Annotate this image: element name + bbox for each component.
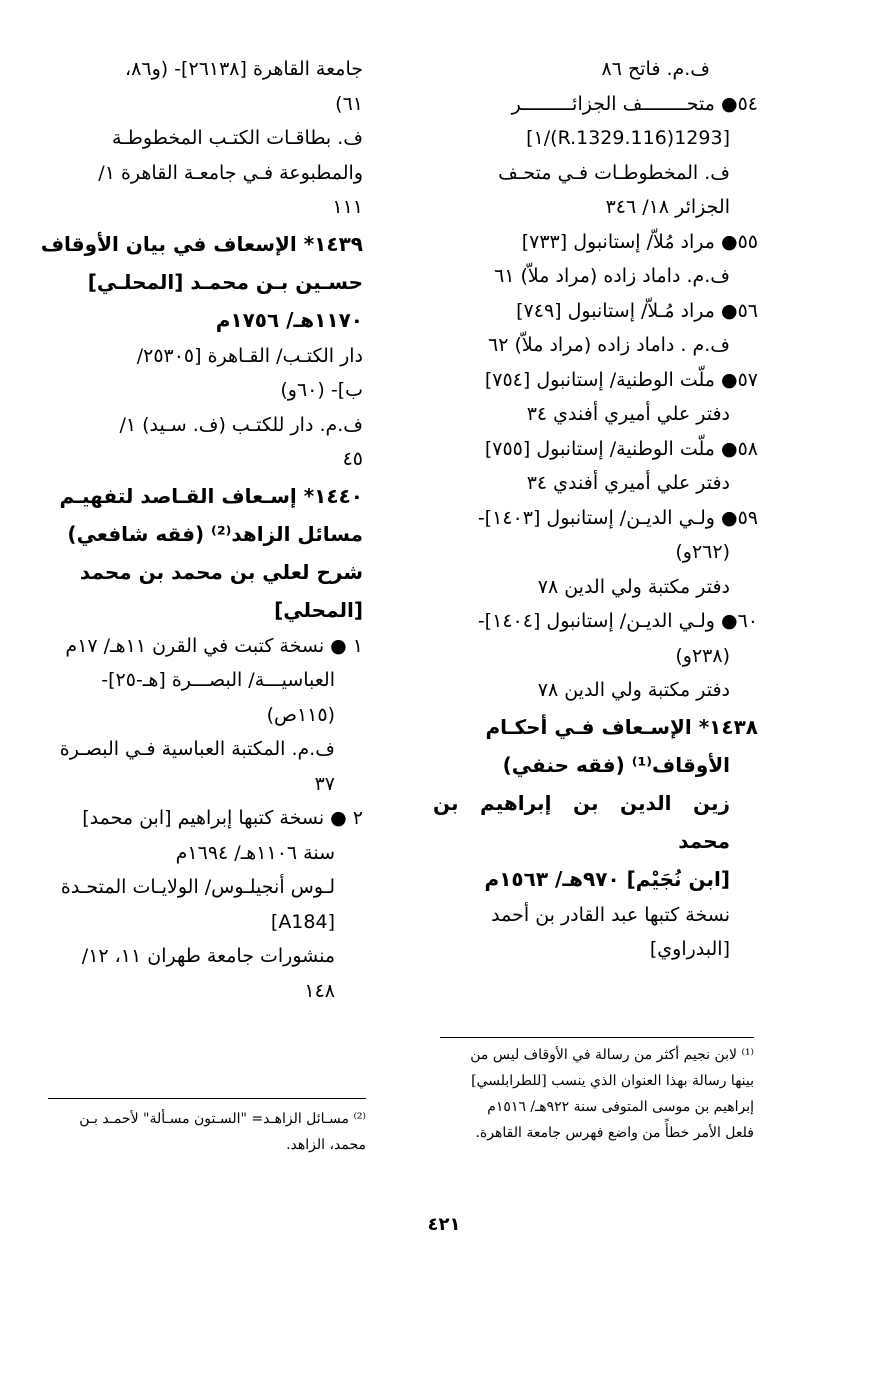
left-column-line: ف. بطاقـات الكتـب المخطوطـة — [112, 127, 363, 149]
left-column-line: ١١٧٠هـ/ ١٧٥٦م — [215, 307, 363, 332]
right-column-line: ف.م . داماد زاده (مراد ملاّ) ٦٢ — [488, 334, 730, 356]
left-column-line: دار الكتـب/ القـاهرة [٢٥٣٠٥/ — [136, 344, 363, 367]
right-column-line: ٦٠● ولـي الديـن/ إستانبول [١٤٠٤]- — [477, 610, 758, 632]
left-column-line: ١٤٣٩* الإسعاف في بيان الأوقاف — [40, 231, 363, 256]
right-column-line: [1293(116.R.1329)/١] — [526, 127, 730, 149]
left-column-line: جامعة القاهرة [٢٦١٣٨]- (و٨٦، — [125, 58, 363, 80]
footnote-line: ⁽¹⁾ لابن نجيم أكثر من رسالة في الأوقاف ليس من — [470, 1047, 754, 1063]
footnote-left — [48, 1106, 366, 1158]
right-column-line: دفتر مكتبة ولي الدين ٧٨ — [537, 679, 730, 701]
right-column-line: [ابن نُجَيْم] ٩٧٠هـ/ ١٥٦٣م — [484, 866, 730, 891]
right-column-line: ٥٦● مراد مُـلاّ/ إستانبول [٧٤٩] — [516, 299, 758, 322]
left-column-line: ١٤٤٠* إسـعاف القـاصد لتفهيـم — [59, 483, 363, 508]
right-column-line: ف.م. فاتح ٨٦ — [601, 58, 710, 80]
left-column-line: ف.م. دار للكتـب (ف. سـيد) ١/ — [119, 413, 363, 436]
right-column-line: الجزائر ١٨/ ٣٤٦ — [605, 196, 730, 218]
footnote-line: بينها رسالة بهذا العنوان الذي ينسب [للطرابلسي] — [471, 1073, 754, 1089]
right-column-line: دفتر مكتبة ولي الدين ٧٨ — [537, 575, 730, 598]
left-column-line: ١ ● نسخة كتبت في القرن ١١هـ/ ١٧م — [65, 634, 363, 657]
left-column-line: مسائل الزاهد⁽²⁾ (فقه شافعي) — [67, 521, 363, 546]
left-column-line: ٤٥ — [342, 448, 363, 470]
footnote-line: ⁽²⁾ مسـائل الزاهـد= "السـتون مسـألة" لأحمـد بـن — [79, 1111, 366, 1127]
right-column-line: الأوقاف⁽¹⁾ (فقه حنفي) — [502, 752, 730, 777]
left-column-line: ١٤٨ — [304, 979, 335, 1002]
right-column — [433, 52, 758, 967]
left-column-line: لـوس أنجيلـوس/ الولايـات المتحـدة — [60, 876, 335, 898]
right-column-line: زين الدين بن إبراهيم بن محمد — [433, 790, 730, 853]
left-column-line: (١١٥ص) — [266, 703, 335, 726]
left-column-line: والمطبوعة فـي جامعـة القاهرة ١/ — [98, 161, 363, 184]
right-column-line: ١٤٣٨* الإسـعاف فـي أحكـام — [485, 714, 758, 739]
footnote-line: محمد، الزاهد. — [286, 1137, 366, 1153]
right-column-line: نسخة كتبها عبد القادر بن أحمد — [491, 903, 730, 926]
right-column-line: ٥٧● ملّت الوطنية/ إستانبول [٧٥٤] — [484, 368, 758, 391]
right-column-line: ف. المخطوطـات فـي متحـف — [498, 161, 730, 184]
left-column-line: ف.م. المكتبة العباسية فـي البصـرة — [59, 738, 335, 760]
left-column — [38, 52, 363, 1008]
footnote-rule-left — [48, 1098, 366, 1099]
left-column-line: [المحلي] — [274, 597, 363, 622]
left-column-line: سنة ١١٠٦هـ/ ١٦٩٤م — [175, 841, 335, 864]
right-column-line: [البدراوي] — [649, 938, 730, 960]
left-column-line: منشورات جامعة طهران ١١، ١٢/ — [81, 945, 335, 967]
right-column-line: ٥٩● ولـي الديـن/ إستانبول [١٤٠٣]- — [477, 506, 758, 529]
left-column-line: حسـين بـن محمـد [المحلـي] — [87, 269, 363, 294]
right-column-line: (٢٣٨و) — [675, 644, 730, 667]
left-column-line: ٢ ● نسخة كتبها إبراهيم [ابن محمد] — [82, 807, 363, 829]
left-column-line: العباسيـــة/ البصـــرة [هـ-٢٥]- — [101, 669, 335, 691]
right-column-line: ٥٥● مراد مُلاّ/ إستانبول [٧٣٣] — [521, 230, 758, 253]
footnote-line: إبراهيم بن موسى المتوفى سنة ٩٢٢هـ/ ١٥١٦م — [487, 1099, 754, 1115]
left-column-line: ٣٧ — [314, 772, 335, 795]
right-column-line: دفتر علي أميري أفندي ٣٤ — [526, 403, 730, 425]
footnote-line: فلعل الأمر خطأً من واضع فهرس جامعة القاهرة. — [475, 1125, 754, 1141]
left-column-line: ب]- (٦٠و) — [280, 379, 363, 401]
right-column-line: (٢٦٢و) — [675, 541, 730, 563]
footnote-right — [442, 1042, 754, 1146]
footnote-rule-right — [440, 1037, 754, 1038]
left-column-line: ٦١) — [335, 92, 363, 115]
right-column-line: ٥٨● ملّت الوطنية/ إستانبول [٧٥٥] — [484, 437, 758, 460]
left-column-line: شرح لعلي بن محمد بن محمد — [79, 559, 363, 584]
right-column-line: ف.م. داماد زاده (مراد ملاّ) ٦١ — [494, 265, 730, 287]
right-column-line: ٥٤● متحــــــــف الجزائـــــــــر — [511, 92, 758, 115]
left-column-line: ١١١ — [332, 196, 363, 218]
right-column-line: دفتر علي أميري أفندي ٣٤ — [526, 472, 730, 494]
page-number: ٤٢١ — [427, 1214, 461, 1235]
left-column-line: [A184] — [270, 910, 335, 933]
